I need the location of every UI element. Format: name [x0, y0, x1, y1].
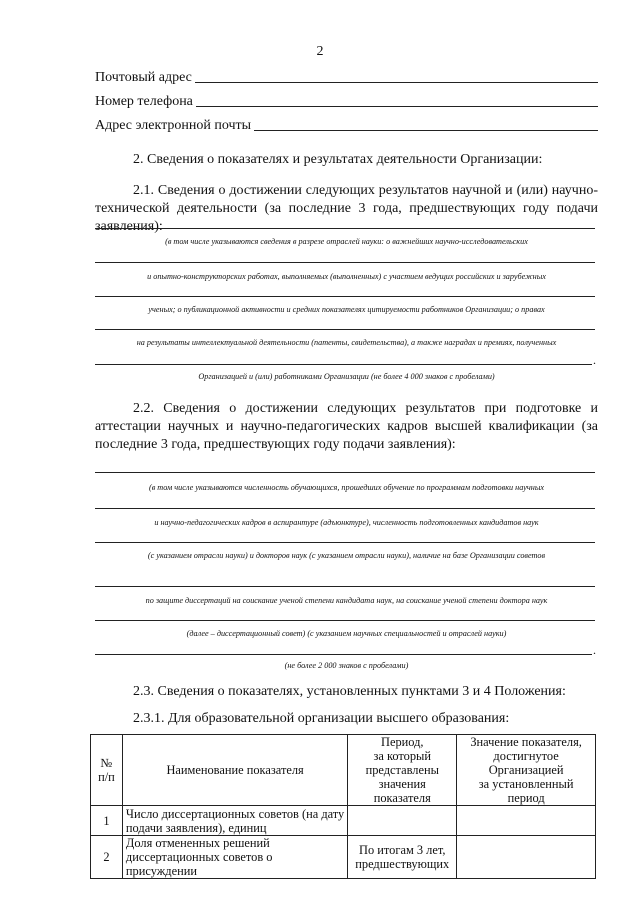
instruction-note: ученых; о публикационной активности и средних показателях цитируемости работников Организации; о правах — [148, 305, 545, 314]
row-period-cell[interactable] — [348, 836, 457, 879]
cell-line: предшествующих — [355, 857, 450, 871]
fill-line[interactable] — [95, 228, 595, 229]
phone-number-field[interactable] — [95, 92, 598, 110]
header-line: достигнутое — [493, 749, 559, 763]
fill-line[interactable] — [95, 364, 592, 365]
instruction-note: Организацией и (или) работниками Организации (не более 4 000 знаков с пробелами) — [198, 372, 495, 381]
fill-line[interactable] — [95, 654, 592, 655]
cell-line: Число диссертационных советов (на дату — [125, 806, 345, 821]
header-line: показателя — [373, 791, 431, 805]
row-value-cell[interactable] — [457, 836, 596, 879]
header-line: представлены — [365, 763, 439, 777]
postal-address-line[interactable] — [195, 69, 598, 83]
cell-line: диссертационных советов о присуждении — [125, 850, 273, 878]
fill-line[interactable] — [95, 296, 595, 297]
email-label: Адрес электронной почты — [95, 118, 252, 133]
header-line: значения — [378, 777, 426, 791]
postal-address-field[interactable] — [95, 68, 598, 86]
header-line: № — [100, 756, 113, 770]
page-number: 2 — [316, 44, 324, 59]
header-line: за который — [373, 749, 432, 763]
line-end-period: . — [593, 353, 596, 367]
instruction-note: (не более 2 000 знаков с пробелами) — [284, 661, 409, 670]
section-2-title: 2. Сведения о показателях и результатах деятельности Организации: — [133, 152, 543, 167]
fill-line[interactable] — [95, 329, 595, 330]
instruction-note: и опытно-конструкторских работах, выполняемых (выполненных) с участием ведущих российских и зарубежных — [147, 272, 546, 281]
header-line: период — [507, 791, 545, 805]
header-line: Период, — [381, 735, 424, 749]
indicators-table — [90, 734, 596, 879]
instruction-note: (в том числе указываются сведения в разрезе отраслей науки: о важнейших научно-исследовательских — [165, 237, 528, 246]
instruction-note: по защите диссертаций на соискание ученой степени кандидата наук, на соискание ученой степени доктора наук — [145, 596, 548, 605]
postal-address-label: Почтовый адрес — [95, 70, 192, 85]
row-indicator-name — [122, 836, 347, 879]
col-header-name: Наименование показателя — [122, 735, 347, 806]
fill-line[interactable] — [95, 262, 595, 263]
row-number: 2 — [91, 836, 123, 879]
fill-line[interactable] — [95, 472, 595, 473]
table-row — [91, 836, 596, 879]
header-line: за установленный — [478, 777, 574, 791]
instruction-note: и научно-педагогических кадров в аспирантуре (адъюнктуре), численность подготовленных кандидатов наук — [154, 518, 539, 527]
row-period-cell[interactable] — [348, 806, 457, 836]
header-line: Организацией — [488, 763, 564, 777]
col-header-period — [348, 735, 457, 806]
table-header-row — [91, 735, 596, 806]
instruction-note: (далее – диссертационный совет) (с указанием научных специальностей и отраслей науки) — [186, 629, 507, 638]
cell-line: Доля отмененных решений — [125, 836, 270, 850]
section-2-2-text: 2.2. Сведения о достижении следующих результатов при подготовке и аттестации научных и научно-педагогических кадров высшей квалификации (за последние 3 года, предшествующих году подачи заявления): — [95, 401, 598, 452]
cell-line: По итогам 3 лет, — [359, 843, 446, 857]
header-line: Значение показателя, — [470, 735, 582, 749]
fill-line[interactable] — [95, 586, 595, 587]
email-line[interactable] — [254, 117, 598, 131]
cell-line: подачи заявления), единиц — [125, 820, 267, 835]
header-line: п/п — [98, 770, 115, 784]
row-value-cell[interactable] — [457, 806, 596, 836]
col-header-value — [457, 735, 596, 806]
col-header-number — [91, 735, 123, 806]
fill-line[interactable] — [95, 508, 595, 509]
section-2-1-text: 2.1. Сведения о достижении следующих результатов научной и (или) научно-технической деятельности (за последние 3 года, предшествующих году подачи заявления): — [95, 183, 598, 234]
row-indicator-name — [122, 806, 347, 836]
email-field[interactable] — [95, 116, 598, 134]
phone-number-label: Номер телефона — [95, 94, 193, 109]
section-2-3-title: 2.3. Сведения о показателях, установленных пунктами 3 и 4 Положения: — [133, 684, 566, 699]
row-number: 1 — [91, 806, 123, 836]
table-row — [91, 806, 596, 836]
instruction-note: на результаты интеллектуальной деятельности (патенты, свидетельства), а также наградах и премиях, полученных — [136, 338, 557, 347]
fill-line[interactable] — [95, 620, 595, 621]
section-2-3-1-title: 2.3.1. Для образовательной организации высшего образования: — [133, 711, 510, 726]
instruction-note: (с указанием отрасли науки) и докторов наук (с указанием отрасли науки), наличие на базе Организации советов — [147, 551, 546, 560]
fill-line[interactable] — [95, 542, 595, 543]
phone-number-line[interactable] — [196, 93, 598, 107]
instruction-note: (в том числе указываются численность обучающихся, прошедших обучение по программам подготовки научных — [148, 483, 545, 492]
line-end-period: . — [593, 643, 596, 657]
